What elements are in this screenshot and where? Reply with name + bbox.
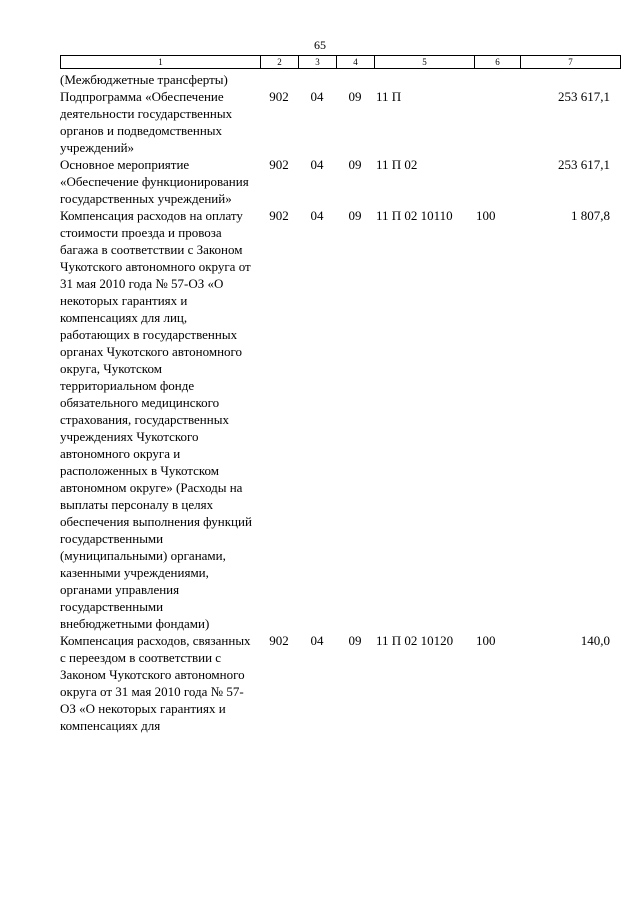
- header-col-6: 6: [475, 56, 521, 69]
- row-csr: 11 П 02 10120: [376, 633, 454, 648]
- row-name: Основное мероприятие «Обеспечение функционирования государственных учреждений»: [60, 157, 249, 206]
- row-gr: 902: [269, 633, 289, 648]
- row-pr: 09: [348, 633, 362, 648]
- table-row: [60, 88, 620, 156]
- row-pr: 09: [348, 157, 362, 172]
- row-amount: [520, 71, 620, 88]
- row-amount: 253 617,1: [558, 157, 610, 172]
- row-pr: 09: [348, 208, 362, 223]
- table-row: [60, 71, 620, 88]
- row-amount: 140,0: [580, 633, 610, 648]
- column-number-header: [60, 55, 621, 69]
- row-rz: 04: [310, 633, 324, 648]
- row-amount: 1 807,8: [571, 208, 610, 223]
- budget-table: [60, 71, 620, 734]
- page-number: 65: [314, 38, 326, 52]
- row-csr: 11 П 02: [376, 157, 418, 172]
- row-name: (Межбюджетные трансферты): [60, 72, 228, 87]
- row-name: Компенсация расходов на оплату стоимости проезда и провоза багажа в соответствии с Законом Чукотского автономного округа от 31 мая 2010 года № 57-ОЗ «О некоторых гарантиях и компенсациях для лиц, работающих в государственных органах Чукотского автономного округа, Чукотском территориальном фонде обязательного медицинского страхования, государственных учреждениях Чукотского автономного округа и расположенных в Чукотском автономном округе» (Расходы на выплаты персоналу в целях обеспечения выполнения функций государственными (муниципальными) органами, казенными учреждениями, органами управления государственными внебюджетными фондами): [60, 208, 252, 631]
- header-col-2: 2: [261, 56, 299, 69]
- table-row: [60, 632, 620, 734]
- row-gr: [260, 71, 298, 88]
- table-row: [60, 156, 620, 207]
- header-col-5: 5: [375, 56, 475, 69]
- header-col-4: 4: [337, 56, 375, 69]
- row-vr: 100: [476, 633, 496, 648]
- row-rz: [298, 71, 336, 88]
- row-rz: 04: [310, 157, 324, 172]
- row-vr: [474, 71, 520, 88]
- row-gr: 902: [269, 208, 289, 223]
- row-csr: 11 П: [376, 89, 402, 104]
- row-vr: [474, 156, 520, 207]
- header-col-3: 3: [299, 56, 337, 69]
- row-rz: 04: [310, 89, 324, 104]
- row-vr: [474, 88, 520, 156]
- row-gr: 902: [269, 157, 289, 172]
- table-row: [60, 207, 620, 632]
- row-csr: [374, 71, 474, 88]
- row-name: Подпрограмма «Обеспечение деятельности государственных органов и подведомственных учреждений»: [60, 89, 233, 155]
- row-amount: 253 617,1: [558, 89, 610, 104]
- row-rz: 04: [310, 208, 324, 223]
- row-name: Компенсация расходов, связанных с переездом в соответствии с Законом Чукотского автономного округа от 31 мая 2010 года № 57-ОЗ «О некоторых гарантиях и компенсациях для: [60, 633, 251, 733]
- row-gr: 902: [269, 89, 289, 104]
- row-vr: 100: [476, 208, 496, 223]
- header-col-1: 1: [61, 56, 261, 69]
- row-pr: 09: [348, 89, 362, 104]
- row-pr: [336, 71, 374, 88]
- row-csr: 11 П 02 10110: [376, 208, 453, 223]
- header-col-7: 7: [521, 56, 621, 69]
